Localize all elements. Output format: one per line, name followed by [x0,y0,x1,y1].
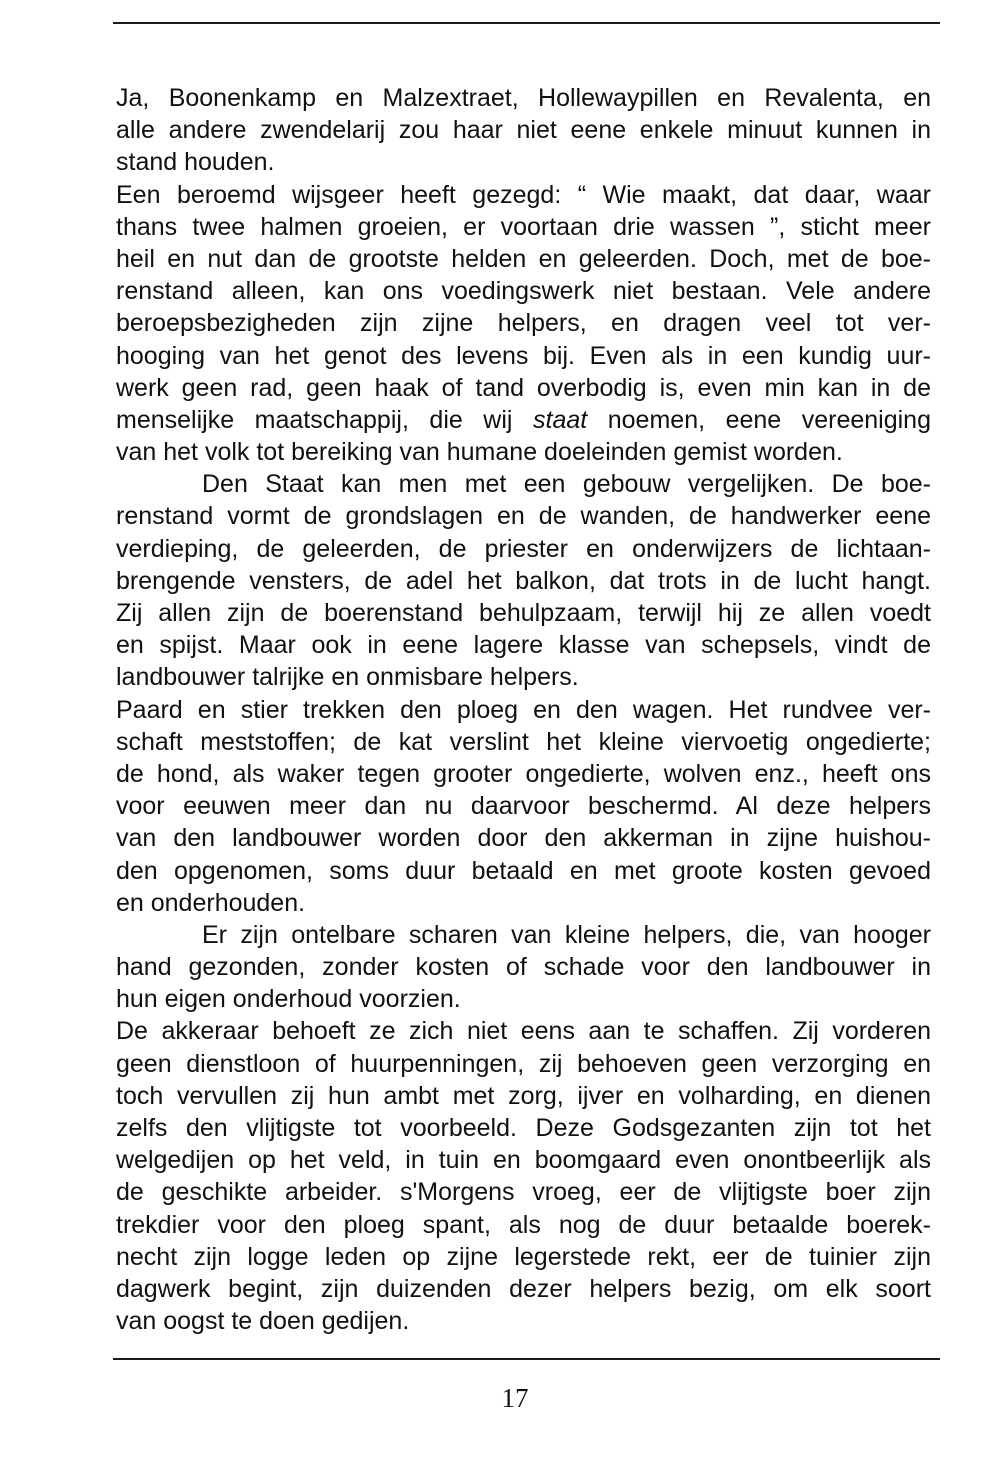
text-line: heil en nut dan de grootste helden en geleerden. Doch, met de boe- [116,244,931,273]
text-line: de hond, als waker tegen grooter ongedierte, wolven enz., heeft ons [116,759,931,788]
text-line: De akkeraar behoeft ze zich niet eens aan te schaffen. Zij vorderen [116,1017,931,1046]
text-line: hooging van het genot des levens bij. Even als in een kundig uur- [116,341,931,370]
text-line: renstand vormt de grondslagen en de wanden, de handwerker eene [116,502,931,531]
text-line: brengende vensters, de adel het balkon, dat trots in de lucht hangt. [116,566,931,595]
text-line: van het volk tot bereiking van humane doeleinden gemist worden. [116,438,843,467]
text-line: stand houden. [116,148,275,177]
page-number: 17 [501,1383,529,1413]
text-line: dagwerk begint, zijn duizenden dezer helpers bezig, om elk soort [116,1274,931,1303]
text-line: verdieping, de geleerden, de priester en onderwijzers de lichtaan- [116,534,931,563]
text-line: landbouwer talrijke en onmisbare helpers. [116,663,579,692]
top-rule [113,22,940,24]
text-line: alle andere zwendelarij zou haar niet eene enkele minuut kunnen in [116,116,931,145]
text-line: hand gezonden, zonder kosten of schade voor den landbouwer in [116,953,931,982]
text-line: werk geen rad, geen haak of tand overbodig is, even min kan in de [116,373,931,402]
text-line: Ja, Boonenkamp en Malzextraet, Hollewaypillen en Revalenta, en [116,84,931,112]
text-line: hun eigen onderhoud voorzien. [116,985,461,1014]
text-line: den opgenomen, soms duur betaald en met groote kosten gevoed [116,856,931,885]
text-line: toch vervullen zij hun ambt met zorg, ijver en volharding, en dienen [116,1081,931,1110]
text-line: Den Staat kan men met een gebouw vergelijken. De boe- [202,470,931,499]
bottom-rule [113,1358,940,1360]
text-line: van oogst te doen gedijen. [116,1307,410,1336]
text-line: thans twee halmen groeien, er voortaan drie wassen ”, sticht meer [116,212,931,241]
text-line: van den landbouwer worden door den akkerman in zijne huishou- [116,824,931,853]
text-line: beroepsbezigheden zijn zijne helpers, en dragen veel tot ver- [116,309,931,338]
text-line: necht zijn logge leden op zijne legerstede rekt, eer de tuinier zijn [116,1242,931,1271]
text-line: en onderhouden. [116,888,306,917]
body-text [116,82,931,1337]
text-line-with-italic: menselijke maatschappij, die wij staat noemen, eene vereeniging [116,405,931,434]
text-line: Een beroemd wijsgeer heeft gezegd: “ Wie maakt, dat daar, waar [116,180,931,209]
text-line: schaft meststoffen; de kat verslint het kleine viervoetig ongedierte; [116,727,931,756]
text-line: voor eeuwen meer dan nu daarvoor beschermd. Al deze helpers [116,792,931,821]
text-line: renstand alleen, kan ons voedingswerk niet bestaan. Vele andere [116,277,931,306]
text-line: zelfs den vlijtigste tot voorbeeld. Deze Godsgezanten zijn tot het [116,1114,931,1142]
text-line: en spijst. Maar ook in eene lagere klasse van schepsels, vindt de [116,631,931,660]
text-line: Er zijn ontelbare scharen van kleine helpers, die, van hooger [202,920,931,949]
text-line: trekdier voor den ploeg spant, als nog de duur betaalde boerek- [116,1210,931,1239]
text-line: Zij allen zijn de boerenstand behulpzaam, terwijl hij ze allen voedt [116,599,931,627]
text-line: Paard en stier trekken den ploeg en den wagen. Het rundvee ver- [116,695,931,724]
italic-word: staat [533,405,588,434]
text-line: welgedijen op het veld, in tuin en boomgaard even onontbeerlijk als [116,1146,931,1175]
text-line: geen dienstloon of huurpenningen, zij behoeven geen verzorging en [116,1049,931,1078]
text-line: de geschikte arbeider. s'Morgens vroeg, eer de vlijtigste boer zijn [116,1178,931,1207]
